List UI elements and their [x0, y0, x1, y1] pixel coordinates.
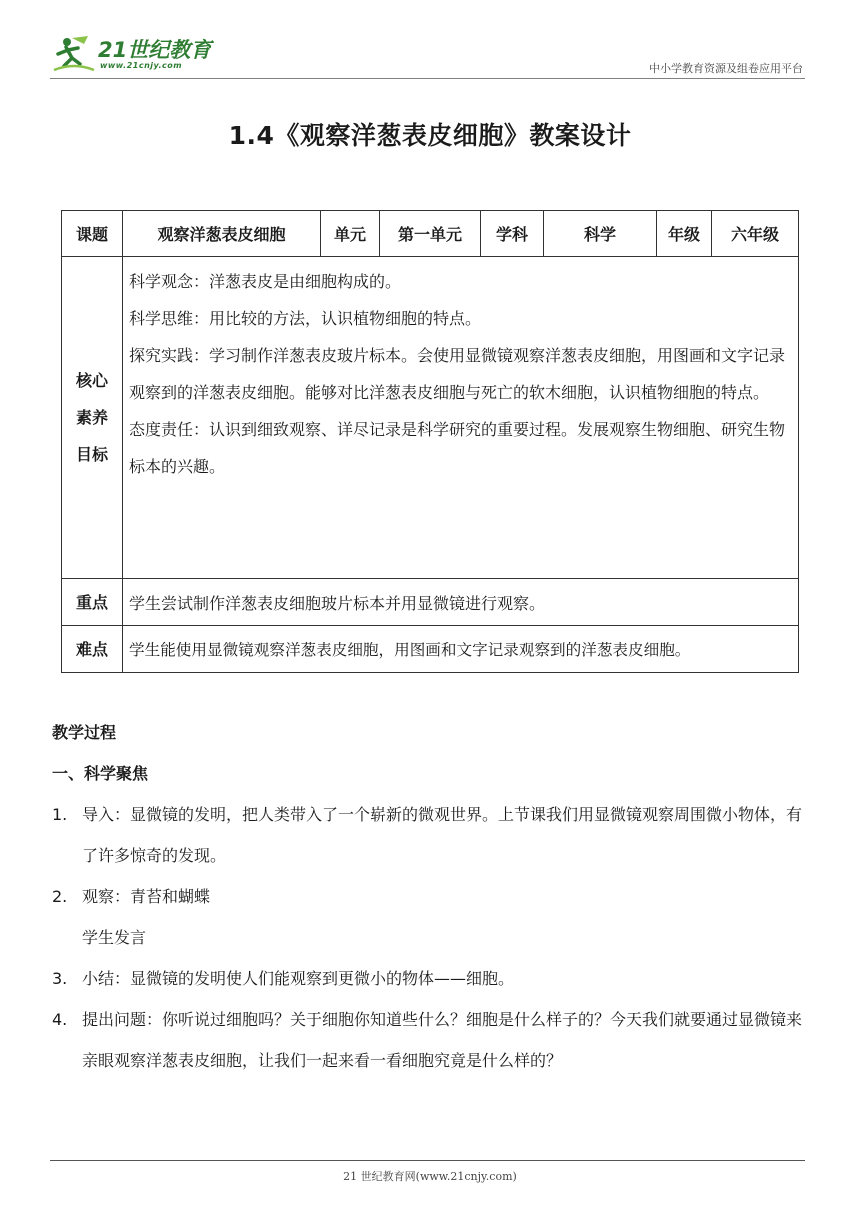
platform-label: 中小学教育资源及组卷应用平台 — [649, 62, 803, 75]
page-header — [50, 28, 805, 79]
logo-url: www.21cnjy.com — [100, 61, 183, 70]
core-goals-content — [123, 257, 799, 579]
label-difficulty: 难点 — [62, 626, 123, 673]
item-text: 观察：青苔和蝴蝶 — [82, 887, 211, 906]
table-row — [62, 579, 799, 626]
value-grade: 六年级 — [712, 211, 799, 257]
table-row — [62, 257, 799, 579]
difficulty-content: 学生能使用显微镜观察洋葱表皮细胞，用图画和文字记录观察到的洋葱表皮细胞。 — [123, 626, 799, 673]
label-core-goals — [62, 257, 123, 579]
list-item — [52, 876, 812, 917]
page-footer[interactable]: 21 世纪教育网(www.21cnjy.com) — [343, 1170, 517, 1183]
lesson-info-table — [61, 210, 799, 673]
core-goal-line: 科学观念：洋葱表皮是由细胞构成的。 — [129, 272, 402, 291]
label-unit: 单元 — [321, 211, 380, 257]
label-key-point: 重点 — [62, 579, 123, 626]
runner-logo-icon — [50, 32, 98, 76]
section-heading: 一、科学聚焦 — [52, 764, 149, 783]
process-heading: 教学过程 — [52, 723, 117, 742]
core-label-text: 核心素养目标 — [75, 371, 108, 464]
key-point-content: 学生尝试制作洋葱表皮细胞玻片标本并用显微镜进行观察。 — [123, 579, 799, 626]
table-row — [62, 211, 799, 257]
value-subject: 科学 — [544, 211, 657, 257]
label-subject: 学科 — [481, 211, 544, 257]
item-subtext: 学生发言 — [82, 928, 147, 947]
item-number: 1. — [52, 805, 68, 824]
core-goal-line: 态度责任：认识到细致观察、详尽记录是科学研究的重要过程。发展观察生物细胞、研究生物标本的兴趣。 — [129, 420, 786, 476]
item-number: 2. — [52, 887, 68, 906]
core-goal-line: 科学思维：用比较的方法，认识植物细胞的特点。 — [129, 309, 482, 328]
item-text: 导入：显微镜的发明，把人类带入了一个崭新的微观世界。上节课我们用显微镜观察周围微小物体，有了许多惊奇的发现。 — [82, 805, 803, 865]
table-row — [62, 626, 799, 673]
logo-text: 21世纪教育 — [98, 38, 212, 62]
teaching-process — [52, 712, 812, 1081]
label-topic: 课题 — [62, 211, 123, 257]
item-text: 提出问题：你听说过细胞吗？关于细胞你知道些什么？细胞是什么样子的？今天我们就要通过显微镜来亲眼观察洋葱表皮细胞，让我们一起来看一看细胞究竟是什么样的？ — [82, 1010, 803, 1070]
value-unit: 第一单元 — [380, 211, 481, 257]
page-title: 1.4《观察洋葱表皮细胞》教案设计 — [228, 121, 632, 150]
value-topic: 观察洋葱表皮细胞 — [123, 211, 321, 257]
label-grade: 年级 — [657, 211, 712, 257]
core-goal-line: 探究实践：学习制作洋葱表皮玻片标本。会使用显微镜观察洋葱表皮细胞，用图画和文字记录观察到的洋葱表皮细胞。能够对比洋葱表皮细胞与死亡的软木细胞，认识植物细胞的特点。 — [129, 346, 786, 402]
site-logo[interactable] — [50, 32, 250, 76]
item-number: 4. — [52, 1010, 68, 1029]
footer-divider — [50, 1160, 805, 1161]
list-item — [52, 999, 812, 1081]
list-item — [52, 958, 812, 999]
item-text: 小结：显微镜的发明使人们能观察到更微小的物体——细胞。 — [82, 969, 515, 988]
item-number: 3. — [52, 969, 68, 988]
list-item — [52, 794, 812, 876]
